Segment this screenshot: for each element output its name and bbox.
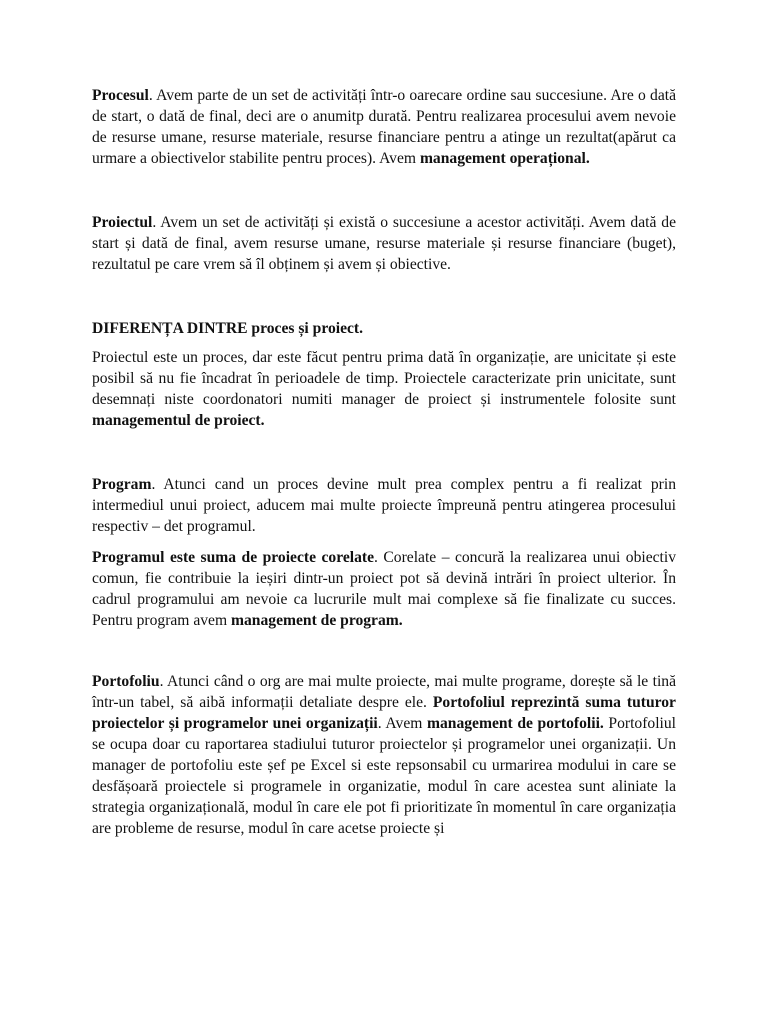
portofoliu-bold-2: management de portofolii. — [426, 715, 604, 732]
term-portofoliu: Portofoliu — [92, 673, 160, 690]
portofoliu-text-2: . Avem — [377, 715, 427, 732]
term-program: Program — [92, 476, 152, 493]
diferenta-bold-end: managementul de proiect. — [92, 412, 265, 429]
program-text: . Atunci cand un proces devine mult prea complex pentru a fi realizat prin intermediul unui proiect, aducem mai multe proiecte împreună pentru atingerea procesului respectiv – det programul. — [92, 476, 676, 535]
portofoliu-bold-1: Portofoliul reprezintă suma tuturor proiectelor și programelor unei organizații — [92, 694, 676, 732]
portofoliu-text-3: Portofoliul se ocupa doar cu raportarea stadiului tuturor proiectelor și programelor unei organizații. Un manager de portofoliu este șef pe Excel si este repsonsabil cu urmarirea modului in care se desfășoară proiectele si programele in organizatie, modul în care acestea sunt aliniate la strategia organizațională, modul în care ele pot fi prioritizate în momentul în care organizația are probleme de resurse, modul în care acetse proiecte și — [92, 715, 676, 837]
term-procesul: Procesul — [92, 87, 149, 104]
diferenta-heading: DIFERENȚA DINTRE proces și proiect. — [92, 320, 364, 337]
paragraph-procesul — [92, 85, 676, 169]
heading-diferenta — [92, 318, 676, 339]
procesul-bold-end: management operațional. — [419, 150, 590, 167]
paragraph-programul — [92, 547, 676, 631]
programul-text: . Corelate – concură la realizarea unui obiectiv comun, fie contribuie la ieșiri dintr-un proiect pot să devină intrări în proiect ulterior. În cadrul programului am nevoie ca lucrurile mult mai complexe să fie finalizate cu succes. Pentru program avem — [92, 549, 677, 629]
portofoliu-text-1: . Atunci când o org are mai multe proiecte, mai multe programe, dorește să le tină într-un tabel, să aibă informații detaliate despre ele. — [92, 673, 676, 711]
paragraph-proiectul — [92, 212, 676, 275]
paragraph-program — [92, 474, 676, 537]
paragraph-portofoliu — [92, 671, 676, 839]
programul-bold-start: Programul este suma de proiecte corelate — [92, 549, 375, 566]
programul-bold-end: management de program. — [231, 612, 403, 629]
paragraph-diferenta — [92, 347, 676, 431]
term-proiectul: Proiectul — [92, 214, 153, 231]
proiectul-text: . Avem un set de activități și există o succesiune a acestor activități. Avem dată de start și dată de final, avem resurse umane, resurse materiale și resurse financiare (buget), rezultatul pe care vrem să îl obținem și avem și obiective. — [92, 214, 676, 273]
procesul-text: . Avem parte de un set de activități într-o oarecare ordine sau succesiune. Are o dată de start, o dată de final, deci are o anumitp durată. Pentru realizarea procesului avem nevoie de resurse umane, resurse materiale, resurse financiare pentru a atinge un rezultat(apărut ca urmare a obiectivelor stabilite pentru proces). Avem — [92, 87, 676, 167]
diferenta-text: Proiectul este un proces, dar este făcut pentru prima dată în organizație, are unicitate și este posibil să nu fie încadrat în perioadele de timp. Proiectele caracterizate prin unicitate, sunt desemnați niste coordonatori numiti manager de proiect și instrumentele folosite sunt — [92, 349, 676, 408]
